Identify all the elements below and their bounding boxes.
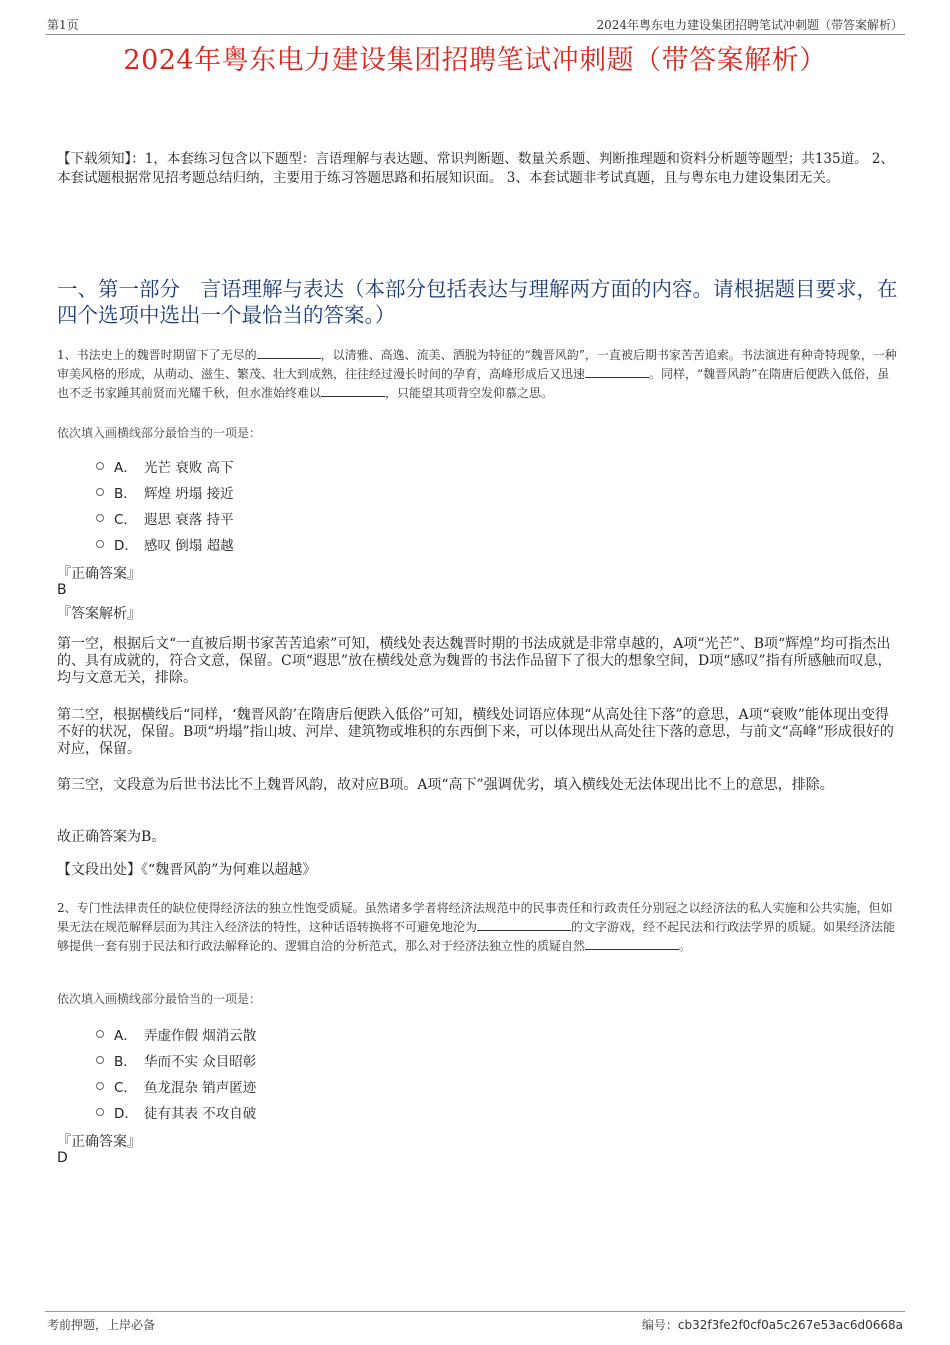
page-footer bbox=[45, 1311, 905, 1332]
radio-icon[interactable] bbox=[96, 488, 104, 496]
option-text: 徒有其表 不攻自破 bbox=[144, 1106, 257, 1122]
option-text: 感叹 倒塌 超越 bbox=[144, 538, 234, 554]
fill-blank bbox=[585, 365, 649, 378]
option-c[interactable]: C． 遐思 衰落 持平 bbox=[96, 505, 234, 531]
question-2-text: 2、专门性法律责任的缺位使得经济法的独立性饱受质疑。虽然诸多学者将经济法规范中的民事责任和行政责任分别冠之以经济法的私人实施和公共实施，但如果无法在规范解释层面为其注入经济法的特性，这种话语转换将不可避免地沦为 的文字游戏，经不起民法和行政法学界的质疑。如果经济法能够提供一套有别于民法和行政法解释论的、逻辑自洽的分析范式，那么对于经济法独立性的质疑自然 。 bbox=[57, 901, 896, 953]
analysis-paragraph: 第一空，根据后文“一直被后期书家苦苦追索”可知，横线处表达魏晋时期的书法成就是非常卓越的，A项“光芒”、B项“辉煌”均可指杰出的、具有成就的，符合文意，保留。C项“遐思”放在横线处意为魏晋的书法作品留下了很大的想象空间，D项“感叹”指有所感触而叹息，均与文意无关，排除。 bbox=[57, 636, 892, 686]
download-notice: 【下载须知】：1，本套练习包含以下题型：言语理解与表达题、常识判断题、数量关系题、判断推理题和资料分析题等题型；共135道。 2、本套试题根据常见招考题总结归纳，主要用于练习答题思路和拓展知识面。 3、本套试题非考试真题，且与粤东电力建设集团无关。 bbox=[57, 151, 894, 186]
option-d[interactable]: D． 徒有其表 不攻自破 bbox=[96, 1099, 256, 1125]
fill-blank bbox=[257, 346, 321, 359]
option-c[interactable]: C． 鱼龙混杂 销声匿迹 bbox=[96, 1073, 256, 1099]
radio-icon[interactable] bbox=[96, 1082, 104, 1090]
question-2-options bbox=[96, 1021, 256, 1125]
header-doc-title: 2024年粤东电力建设集团招聘笔试冲刺题（带答案解析） bbox=[596, 18, 903, 32]
page-header bbox=[45, 14, 905, 35]
analysis-paragraph: 第三空，文段意为后世书法比不上魏晋风韵，故对应B项。A项“高下”强调优劣，填入横线处无法体现出比不上的意思，排除。 bbox=[57, 777, 834, 793]
footer-code: 编号：cb32f3fe2f0cf0a5c267e53ac6d0668a bbox=[641, 1318, 903, 1332]
fill-blank bbox=[585, 937, 679, 950]
document-title: 2024年粤东电力建设集团招聘笔试冲刺题（带答案解析） bbox=[123, 45, 827, 76]
analysis-conclusion: 故正确答案为B。 bbox=[57, 829, 166, 845]
fill-blank bbox=[477, 918, 571, 931]
radio-icon[interactable] bbox=[96, 514, 104, 522]
analysis-paragraph: 第二空，根据横线后“同样，‘魏晋风韵’在隋唐后便跌入低俗”可知，横线处词语应体现“从高处往下落”的意思，A项“衰败”能体现出变得不好的状况，保留。B项“坍塌”指山坡、河岸、建筑物或堆积的东西倒下来，可以体现出从高处往下落的意思，与前文“高峰”形成很好的对应，保留。 bbox=[57, 707, 894, 757]
analysis-label: 『答案解析』 bbox=[57, 606, 141, 622]
option-b[interactable]: B． 华而不实 众目昭彰 bbox=[96, 1047, 256, 1073]
option-b[interactable]: B． 辉煌 坍塌 接近 bbox=[96, 479, 234, 505]
radio-icon[interactable] bbox=[96, 540, 104, 548]
section-heading: 一、第一部分 言语理解与表达（本部分包括表达与理解两方面的内容。请根据题目要求，在四个选项中选出一个最恰当的答案。） bbox=[57, 277, 898, 327]
radio-icon[interactable] bbox=[96, 1030, 104, 1038]
answer-label: 『正确答案』 bbox=[57, 1134, 141, 1150]
page-number: 第1页 bbox=[47, 18, 79, 32]
source-citation: 【文段出处】《“魏晋风韵”为何难以超越》 bbox=[57, 862, 317, 878]
option-text: 遐思 衰落 持平 bbox=[144, 512, 234, 528]
answer-value: B bbox=[57, 582, 67, 598]
question-1-prompt: 依次填入画横线部分最恰当的一项是： bbox=[57, 426, 262, 440]
option-text: 光芒 衰败 高下 bbox=[144, 460, 234, 476]
answer-value: D bbox=[57, 1150, 68, 1166]
question-1-text: 1、书法史上的魏晋时期留下了无尽的 ，以清雅、高逸、流美、洒脱为特征的“魏晋风韵”，一直被后期书家苦苦追索。书法演进有种奇特现象，一种审美风格的形成，从萌动、滋生、繁茂、壮大到成熟，往往经过漫长时间的孕育，高峰形成后又迅速 。同样，“魏晋风韵”在隋唐后便跌入低俗，虽也不乏书家踵其前贤而光耀千秋，但水准始终难以 ，只能望其项背空发仰慕之思。 bbox=[57, 348, 897, 400]
option-text: 弄虚作假 烟消云散 bbox=[144, 1028, 257, 1044]
option-text: 辉煌 坍塌 接近 bbox=[144, 486, 234, 502]
option-text: 华而不实 众目昭彰 bbox=[144, 1054, 257, 1070]
radio-icon[interactable] bbox=[96, 1056, 104, 1064]
answer-label: 『正确答案』 bbox=[57, 566, 141, 582]
question-2-prompt: 依次填入画横线部分最恰当的一项是： bbox=[57, 992, 262, 1006]
option-text: 鱼龙混杂 销声匿迹 bbox=[144, 1080, 257, 1096]
footer-slogan: 考前押题，上岸必备 bbox=[47, 1318, 156, 1332]
fill-blank bbox=[321, 384, 385, 397]
radio-icon[interactable] bbox=[96, 462, 104, 470]
option-a[interactable]: A． 光芒 衰败 高下 bbox=[96, 453, 234, 479]
option-d[interactable]: D． 感叹 倒塌 超越 bbox=[96, 531, 234, 557]
question-1-options bbox=[96, 453, 234, 557]
option-a[interactable]: A． 弄虚作假 烟消云散 bbox=[96, 1021, 256, 1047]
radio-icon[interactable] bbox=[96, 1108, 104, 1116]
